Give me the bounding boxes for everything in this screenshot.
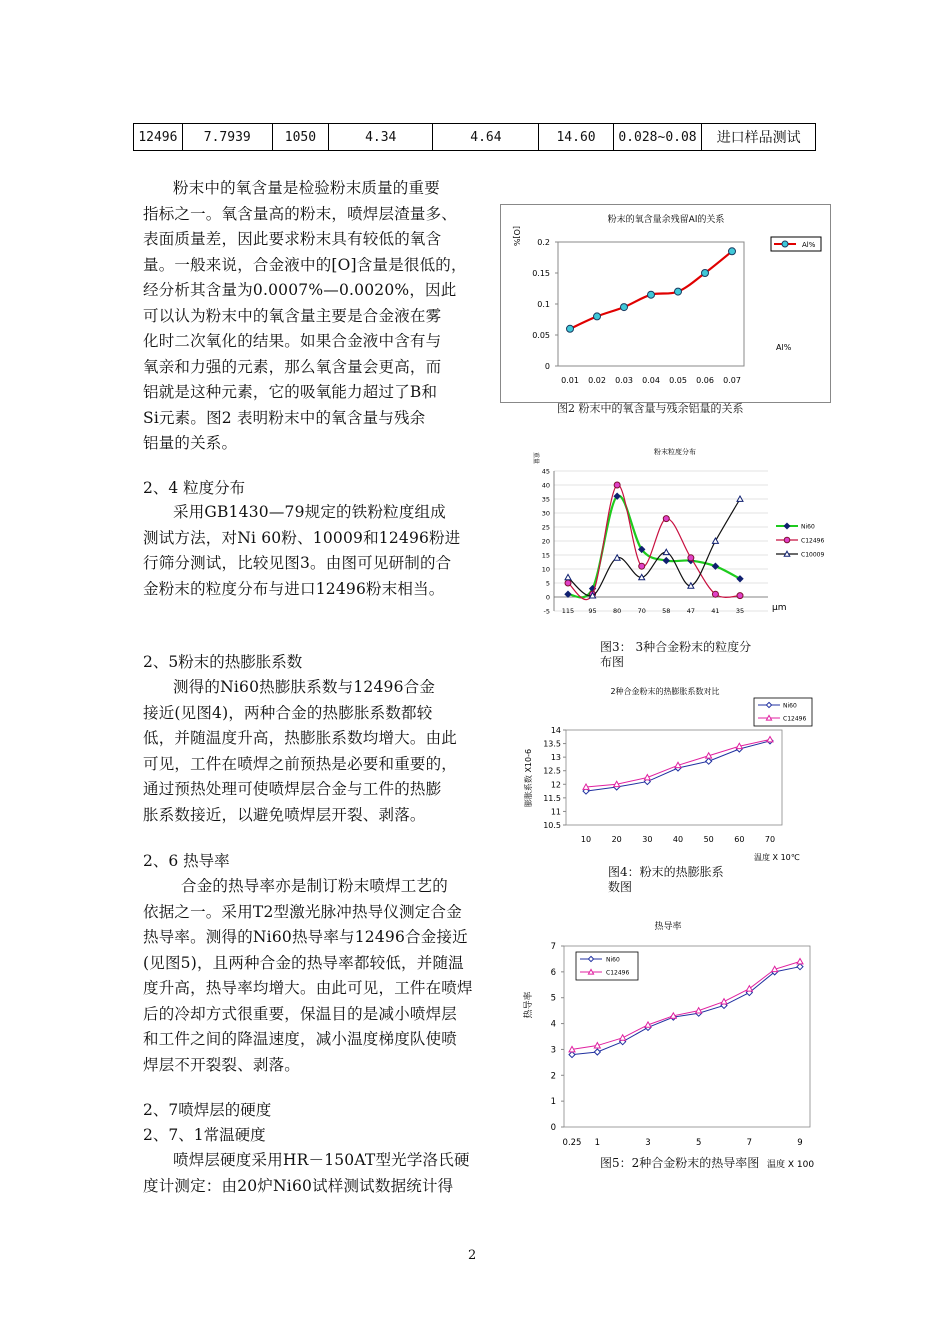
page-number: 2: [468, 1248, 477, 1263]
x-tick-label: 70: [637, 607, 646, 615]
y-tick-label: 45: [541, 467, 550, 476]
y-tick-label: 13: [550, 753, 561, 763]
x-tick-label: 0.02: [588, 376, 606, 385]
text-line: 金粉末的粒度分布与进口12496粉末相当。: [143, 579, 445, 598]
table-cell: 4.64: [433, 124, 539, 151]
text-line: 测试方法，对Ni 60粉、10009和12496粉进: [143, 528, 461, 547]
data-point: [565, 580, 571, 586]
data-point: [621, 304, 628, 311]
x-tick-label: 1: [594, 1138, 601, 1148]
table-cell: 12496: [134, 124, 183, 151]
x-tick-label: 35: [735, 607, 745, 615]
text-line: 氧亲和力强的元素，那么氧含量会更高，而: [143, 357, 442, 376]
text-line: 度升高，热导率均增大。由此可见，工件在喷焊: [143, 979, 473, 997]
text-line: 测得的Ni60热膨肤系数与12496合金: [173, 678, 436, 696]
y-tick-label: 0.15: [532, 269, 550, 278]
y-tick-label: 3: [550, 1045, 556, 1056]
paragraph-oxygen: [143, 176, 493, 457]
data-point: [702, 270, 709, 277]
y-tick-label: 35: [541, 495, 550, 504]
section-heading-2-4: 2、4 粒度分布: [143, 479, 246, 497]
legend-label: C12496: [801, 537, 825, 545]
table-cell: 7.7939: [182, 124, 272, 151]
text-line: 喷焊层硬度采用HR－150AT型光学洛氏硬: [173, 1151, 470, 1169]
text-line: 铝就是这种元素，它的吸氧能力超过了B和: [143, 383, 438, 401]
paragraph-thermal-expansion: [143, 675, 493, 828]
text-line: 行筛分测试，比较见图3。由图可见研制的合: [143, 554, 452, 572]
text-line: 合金的热导率亦是制订粉末喷焊工艺的: [181, 877, 448, 895]
x-tick-label: 0.25: [562, 1138, 582, 1148]
text-line: 热导率。测得的Ni60热导率与12496合金接近: [143, 928, 468, 946]
y-tick-label: 20: [541, 537, 550, 546]
text-line: 可以认为粉末中的氧含量主要是合金液在雾: [143, 306, 442, 325]
text-line: Si元素。图2 表明粉末中的氧含量与残余: [143, 408, 426, 427]
y-tick-label: 10: [541, 565, 550, 574]
x-tick-label: 7: [746, 1138, 753, 1148]
x-tick-label: 0.05: [669, 376, 687, 385]
y-axis-label: 膨胀系数 X10-6: [524, 748, 533, 808]
figure-caption-5: 图5：2种合金粉末的热导率图: [600, 1156, 760, 1170]
chart-title: 2种合金粉末的热膨胀系数对比: [610, 687, 720, 696]
y-tick-label: -5: [543, 607, 550, 616]
caption-line: 布图: [600, 655, 625, 669]
data-point: [784, 551, 790, 556]
table-cell: 14.60: [539, 124, 613, 151]
x-axis-label: μm: [772, 603, 787, 613]
text-line: 量。一般来说，合金液中的[O]含量是很低的，: [143, 255, 467, 274]
y-tick-label: 5: [550, 993, 556, 1004]
y-tick-label: 40: [541, 481, 550, 490]
y-axis-label: 重量: [532, 452, 539, 465]
series-line: [568, 499, 740, 596]
text-line: 采用GB1430—79规定的铁粉粒度组成: [173, 503, 446, 521]
data-table: [133, 123, 816, 151]
y-tick-label: 25: [541, 523, 550, 532]
legend-label: Ni60: [783, 702, 797, 710]
x-axis-label: 温度 X 100: [767, 1160, 815, 1170]
section-heading-2-5: 2、5粉末的热膨胀系数: [143, 653, 303, 671]
paragraph-hardness: [143, 1148, 493, 1199]
data-point: [712, 591, 718, 597]
legend-label: C12496: [783, 715, 807, 723]
figure-caption-3: [600, 640, 751, 670]
data-point: [639, 563, 645, 569]
table-cell: 进口样品测试: [702, 124, 816, 151]
x-tick-label: 9: [797, 1138, 803, 1148]
y-tick-label: 30: [541, 509, 550, 518]
x-tick-label: 0.01: [561, 376, 579, 385]
data-point: [784, 523, 790, 529]
caption-line: 图3： 3种合金粉末的粒度分: [600, 640, 752, 654]
chart-oxygen-vs-aluminum: [500, 200, 832, 410]
figure-caption-2: 图2 粉末中的氧含量与残余铝量的关系: [557, 402, 744, 415]
x-tick-label: 5: [695, 1138, 702, 1148]
y-tick-label: 15: [541, 551, 550, 560]
section-heading-2-6: 2、6 热导率: [143, 852, 230, 870]
y-axis-label: [O]%: [512, 226, 521, 247]
data-point: [663, 558, 669, 564]
data-point: [648, 291, 655, 298]
x-tick-label: 0.06: [696, 376, 714, 385]
data-point: [737, 593, 743, 599]
text-line: 低，并随温度升高，热膨胀系数均增大。由此: [143, 729, 458, 747]
data-point: [567, 325, 574, 332]
y-tick-label: 6: [550, 967, 556, 978]
text-line: 粉末中的氧含量是检验粉末质量的重要: [173, 179, 440, 197]
y-tick-label: 5: [545, 579, 550, 588]
data-point: [688, 555, 694, 561]
y-tick-label: 2: [550, 1071, 556, 1082]
y-tick-label: 14: [550, 726, 561, 735]
legend-label: C12496: [606, 969, 630, 977]
text-line: 铝量的关系。: [143, 434, 238, 452]
text-line: 胀系数接近，以避免喷焊层开裂、剥落。: [143, 805, 426, 824]
figure-caption-4: [608, 865, 724, 895]
caption-line: 图4：粉末的热膨胀系: [608, 865, 724, 879]
text-line: 通过预热处理可使喷焊层合金与工件的热膨: [143, 780, 442, 798]
y-tick-label: 12.5: [543, 766, 561, 776]
y-tick-label: 1: [550, 1097, 556, 1108]
y-tick-label: 7: [550, 942, 556, 952]
x-tick-label: 40: [672, 835, 684, 844]
data-point: [782, 241, 788, 247]
text-line: (见图5)，且两种合金的热导率都较低，并随温: [143, 953, 464, 972]
text-line: 焊层不开裂裂、剥落。: [143, 1055, 301, 1074]
y-tick-label: 12: [550, 780, 561, 790]
text-line: 可见，工件在喷焊之前预热是必要和重要的，: [143, 754, 458, 773]
data-point: [594, 313, 601, 320]
data-point: [565, 591, 571, 597]
data-point: [565, 574, 571, 579]
chart-title: 粉末的氧含量余残留Al的关系: [607, 215, 725, 225]
data-point: [614, 482, 620, 488]
chart-thermal-expansion: [518, 680, 838, 865]
data-point: [675, 288, 682, 295]
x-tick-label: 10: [580, 835, 592, 844]
text-line: 度计测定：由20炉Ni60试样测试数据统计得: [143, 1176, 454, 1195]
x-axis-label: Al%: [776, 343, 792, 352]
data-point: [712, 563, 718, 569]
text-line: 表面质量差，因此要求粉末具有较低的氧含: [143, 230, 442, 248]
legend-label: Al%: [802, 241, 816, 249]
y-tick-label: 0.2: [537, 238, 550, 247]
text-line: 依据之一。采用T2型激光脉冲热导仪测定合金: [143, 902, 462, 921]
text-line: 指标之一。氧含量高的粉末，喷焊层渣量多、: [143, 204, 458, 223]
x-tick-label: 47: [686, 607, 695, 615]
x-axis-label: 温度 X 10℃: [754, 853, 800, 862]
y-axis-label: 热导率: [524, 991, 534, 1019]
section-heading-2-7: 2、7喷焊层的硬度: [143, 1101, 272, 1119]
x-tick-label: 58: [662, 607, 671, 615]
y-tick-label: 0.05: [532, 331, 550, 340]
text-line: 后的冷却方式很重要，保温目的是减小喷焊层: [143, 1004, 458, 1023]
x-tick-label: 41: [711, 607, 720, 615]
y-tick-label: 11.5: [543, 793, 561, 803]
legend-label: C10009: [801, 551, 825, 559]
data-point: [729, 248, 736, 255]
table-cell: 1050: [272, 124, 328, 151]
chart-particle-size: [520, 440, 840, 625]
x-tick-label: 70: [764, 835, 776, 844]
caption-line: 数图: [608, 880, 633, 894]
x-tick-label: 0.07: [723, 376, 741, 385]
x-tick-label: 30: [642, 835, 653, 844]
text-line: 经分析其含量为0.0007%—0.0020%，因此: [143, 281, 457, 299]
x-tick-label: 115: [561, 607, 575, 615]
y-tick-label: 0: [550, 1123, 556, 1133]
x-tick-label: 3: [645, 1138, 651, 1148]
x-tick-label: 60: [734, 835, 745, 844]
x-tick-label: 80: [613, 607, 622, 615]
x-tick-label: 0.04: [642, 376, 660, 385]
y-tick-label: 10.5: [543, 821, 561, 830]
data-point: [784, 537, 790, 543]
paragraph-thermal-conductivity: [143, 874, 493, 1078]
x-tick-label: 0.03: [615, 376, 633, 385]
x-tick-label: 50: [703, 835, 714, 844]
chart-title: 热导率: [654, 922, 682, 932]
legend-label: Ni60: [606, 956, 620, 964]
y-tick-label: 13.5: [543, 739, 561, 749]
text-line: 接近(见图4)，两种合金的热膨胀系数都较: [143, 703, 433, 722]
chart-title: 粉末粒度分布: [654, 448, 696, 456]
plot-area: [558, 242, 744, 366]
table-cell: 0.028~0.08: [613, 124, 702, 151]
y-tick-label: 11: [550, 807, 561, 817]
y-tick-label: 0: [544, 362, 550, 371]
data-point: [663, 516, 669, 522]
y-tick-label: 0: [545, 593, 550, 602]
table-row: [134, 124, 816, 151]
y-tick-label: 0.1: [537, 300, 550, 309]
text-line: 化时二次氧化的结果。如果合金液中含有与: [143, 332, 442, 350]
legend-label: Ni60: [801, 523, 815, 531]
x-tick-label: 20: [611, 835, 622, 844]
paragraph-particle-size: [143, 500, 493, 602]
x-tick-label: 95: [588, 607, 597, 615]
section-heading-2-7-1: 2、7、1常温硬度: [143, 1126, 266, 1144]
text-line: 和工件之间的降温速度，减小温度梯度队使喷: [143, 1030, 458, 1048]
table-cell: 4.34: [329, 124, 433, 151]
y-tick-label: 4: [550, 1019, 556, 1030]
